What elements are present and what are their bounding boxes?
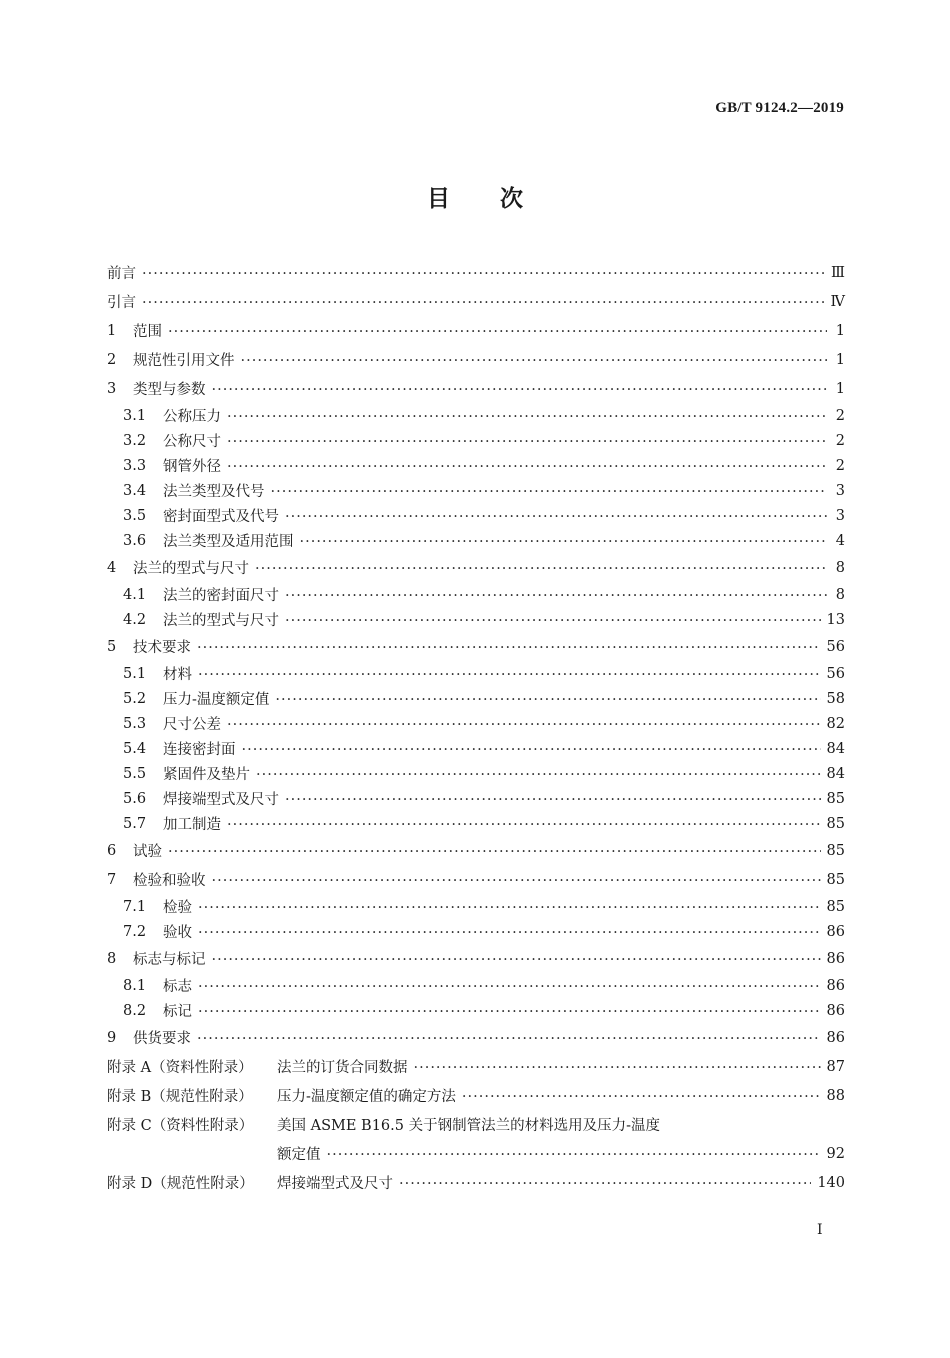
toc-entry-number: 2: [107, 351, 117, 368]
toc-entry[interactable]: [107, 836, 845, 865]
toc-entry-label: 标志与标记: [133, 952, 206, 968]
toc-entry-page: 85: [826, 815, 845, 832]
toc-entry-number: 7: [107, 871, 117, 888]
toc-entry-label: 焊接端型式及尺寸: [163, 792, 279, 808]
appendix-title: 法兰的订货合同数据: [277, 1060, 408, 1076]
toc-entry-page: 2: [835, 457, 845, 474]
table-of-contents: [107, 258, 845, 1197]
page-number: I: [817, 1222, 823, 1238]
toc-entry-label: 法兰的型式与尺寸: [133, 561, 249, 577]
toc-entry-label: 检验和验收: [133, 873, 206, 889]
toc-entry[interactable]: [107, 661, 845, 686]
toc-entry-page: 86: [826, 950, 845, 967]
toc-leader-dots: [142, 266, 825, 281]
toc-leader-dots: [285, 509, 827, 524]
toc-entry-number: 3.3: [123, 457, 147, 474]
toc-entry-page: 86: [826, 1029, 845, 1046]
toc-entry-number: 3.4: [123, 482, 147, 499]
toc-entry-number: 8: [107, 950, 117, 967]
toc-entry-number: 4.1: [123, 586, 147, 603]
toc-entry-number: 5.6: [123, 790, 147, 807]
toc-entry-label: 标记: [163, 1004, 192, 1020]
toc-leader-dots: [227, 409, 827, 424]
toc-entry-label: 前言: [107, 266, 136, 282]
toc-entry-page: Ⅳ: [830, 293, 845, 310]
toc-entry-number: 4: [107, 559, 117, 576]
toc-entry-page: 84: [826, 740, 845, 757]
toc-appendix-entry-continued[interactable]: [107, 1139, 845, 1168]
toc-entry-number: 3.6: [123, 532, 147, 549]
toc-entry-number: 5.7: [123, 815, 147, 832]
toc-entry-label: 类型与参数: [133, 382, 206, 398]
toc-entry-label: 连接密封面: [163, 742, 236, 758]
appendix-label: 附录 C（资料性附录）: [107, 1118, 254, 1134]
toc-entry[interactable]: [107, 919, 845, 944]
toc-leader-dots: [197, 640, 821, 655]
toc-entry-label: 法兰的型式与尺寸: [163, 613, 279, 629]
toc-entry[interactable]: [107, 528, 845, 553]
appendix-title: 压力-温度额定值的确定方法: [277, 1089, 456, 1105]
toc-entry[interactable]: [107, 287, 845, 316]
toc-entry-number: 5.3: [123, 715, 147, 732]
toc-entry[interactable]: [107, 894, 845, 919]
toc-entry-page: 82: [826, 715, 845, 732]
toc-entry-label: 规范性引用文件: [133, 353, 235, 369]
appendix-page: 87: [826, 1058, 845, 1075]
toc-leader-dots: [227, 817, 821, 832]
page-title: [0, 180, 950, 213]
toc-leader-dots: [399, 1176, 811, 1191]
toc-entry-page: 1: [835, 351, 845, 368]
toc-entry[interactable]: [107, 711, 845, 736]
toc-entry[interactable]: [107, 503, 845, 528]
toc-entry-number: 8.2: [123, 1002, 147, 1019]
toc-entry-number: 5.5: [123, 765, 147, 782]
appendix-page: 140: [817, 1174, 845, 1191]
toc-leader-dots: [168, 324, 827, 339]
toc-entry[interactable]: [107, 553, 845, 582]
standard-code: GB/T 9124.2—2019: [715, 100, 844, 116]
toc-entry[interactable]: [107, 374, 845, 403]
toc-leader-dots: [227, 434, 827, 449]
toc-entry-page: 85: [826, 898, 845, 915]
toc-leader-dots: [227, 717, 821, 732]
appendix-page: 92: [826, 1145, 845, 1162]
toc-entry-page: 85: [826, 871, 845, 888]
toc-leader-dots: [212, 952, 821, 967]
toc-entry-label: 钢管外径: [163, 459, 221, 475]
toc-entry[interactable]: [107, 428, 845, 453]
toc-leader-dots: [256, 767, 821, 782]
toc-entry[interactable]: [107, 1023, 845, 1052]
toc-appendix-entry[interactable]: [107, 1081, 845, 1110]
toc-entry-number: 3.5: [123, 507, 147, 524]
toc-entry[interactable]: [107, 786, 845, 811]
toc-entry-number: 9: [107, 1029, 117, 1046]
toc-entry[interactable]: [107, 453, 845, 478]
toc-leader-dots: [142, 295, 825, 310]
toc-entry-label: 压力-温度额定值: [163, 692, 270, 708]
toc-leader-dots: [275, 692, 820, 707]
toc-entry-label: 范围: [133, 324, 162, 340]
toc-leader-dots: [300, 534, 828, 549]
toc-entry[interactable]: [107, 736, 845, 761]
toc-leader-dots: [198, 900, 821, 915]
title-char-2: 次: [500, 185, 523, 212]
toc-entry[interactable]: [107, 865, 845, 894]
toc-entry[interactable]: [107, 973, 845, 998]
toc-leader-dots: [168, 844, 821, 859]
toc-entry-page: Ⅲ: [831, 264, 845, 281]
toc-entry-page: 1: [835, 322, 845, 339]
toc-entry-label: 材料: [163, 667, 192, 683]
toc-entry[interactable]: [107, 761, 845, 786]
toc-entry-number: 8.1: [123, 977, 147, 994]
toc-entry-label: 尺寸公差: [163, 717, 221, 733]
appendix-title: 焊接端型式及尺寸: [277, 1176, 393, 1192]
toc-entry-label: 技术要求: [133, 640, 191, 656]
toc-entry-label: 公称尺寸: [163, 434, 221, 450]
toc-entry-label: 紧固件及垫片: [163, 767, 250, 783]
toc-entry-number: 6: [107, 842, 117, 859]
toc-entry[interactable]: [107, 316, 845, 345]
toc-leader-dots: [198, 1004, 821, 1019]
toc-entry-page: 2: [835, 432, 845, 449]
toc-leader-dots: [414, 1060, 821, 1075]
toc-entry[interactable]: [107, 686, 845, 711]
toc-leader-dots: [462, 1089, 821, 1104]
toc-entry-number: 7.1: [123, 898, 147, 915]
toc-leader-dots: [212, 873, 821, 888]
toc-entry[interactable]: [107, 258, 845, 287]
toc-leader-dots: [198, 667, 821, 682]
appendix-title-continued: 额定值: [277, 1147, 321, 1163]
toc-entry-label: 供货要求: [133, 1031, 191, 1047]
toc-entry[interactable]: [107, 582, 845, 607]
toc-entry-label: 检验: [163, 900, 192, 916]
appendix-label: 附录 B（规范性附录）: [107, 1089, 253, 1105]
toc-entry-number: 7.2: [123, 923, 147, 940]
toc-entry-label: 法兰类型及适用范围: [163, 534, 294, 550]
toc-entry[interactable]: [107, 944, 845, 973]
toc-leader-dots: [242, 742, 821, 757]
toc-appendix-entry[interactable]: [107, 1052, 845, 1081]
toc-appendix-entry[interactable]: [107, 1168, 845, 1197]
toc-entry[interactable]: [107, 607, 845, 632]
toc-leader-dots: [198, 925, 821, 940]
toc-entry-number: 1: [107, 322, 117, 339]
toc-entry-label: 加工制造: [163, 817, 221, 833]
toc-entry-number: 5.4: [123, 740, 147, 757]
toc-entry[interactable]: [107, 998, 845, 1023]
toc-entry-page: 2: [835, 407, 845, 424]
toc-entry-page: 85: [826, 790, 845, 807]
toc-leader-dots: [285, 613, 821, 628]
toc-entry-label: 法兰类型及代号: [163, 484, 265, 500]
toc-appendix-entry[interactable]: [107, 1110, 845, 1139]
toc-leader-dots: [198, 979, 821, 994]
appendix-title: 美国 ASME B16.5 关于钢制管法兰的材料选用及压力-温度: [277, 1118, 661, 1134]
toc-entry-number: 3.1: [123, 407, 147, 424]
appendix-label: 附录 A（资料性附录）: [107, 1060, 253, 1076]
toc-entry[interactable]: [107, 811, 845, 836]
toc-entry-page: 8: [835, 586, 845, 603]
toc-entry-page: 1: [835, 380, 845, 397]
toc-leader-dots: [197, 1031, 821, 1046]
toc-entry-number: 5: [107, 638, 117, 655]
toc-leader-dots: [227, 459, 827, 474]
toc-leader-dots: [285, 588, 827, 603]
toc-leader-dots: [212, 382, 828, 397]
toc-entry-number: 4.2: [123, 611, 147, 628]
toc-entry-number: 3.2: [123, 432, 147, 449]
toc-entry-label: 标志: [163, 979, 192, 995]
toc-entry-page: 86: [826, 923, 845, 940]
toc-entry-page: 56: [826, 638, 845, 655]
toc-entry[interactable]: [107, 345, 845, 374]
toc-entry-number: 5.2: [123, 690, 147, 707]
toc-entry[interactable]: [107, 632, 845, 661]
toc-entry-page: 4: [835, 532, 845, 549]
toc-entry[interactable]: [107, 478, 845, 503]
toc-entry-page: 86: [826, 1002, 845, 1019]
toc-entry-page: 3: [835, 507, 845, 524]
toc-entry-label: 公称压力: [163, 409, 221, 425]
appendix-page: 88: [826, 1087, 845, 1104]
toc-entry-page: 13: [826, 611, 845, 628]
toc-entry-label: 引言: [107, 295, 136, 311]
toc-leader-dots: [255, 561, 827, 576]
toc-entry-page: 85: [826, 842, 845, 859]
toc-leader-dots: [327, 1147, 821, 1162]
appendix-label: 附录 D（规范性附录）: [107, 1176, 254, 1192]
toc-entry-page: 8: [835, 559, 845, 576]
toc-entry-page: 58: [826, 690, 845, 707]
toc-entry[interactable]: [107, 403, 845, 428]
toc-entry-number: 5.1: [123, 665, 147, 682]
toc-entry-label: 验收: [163, 925, 192, 941]
toc-entry-label: 法兰的密封面尺寸: [163, 588, 279, 604]
title-char-1: 目: [427, 185, 450, 212]
toc-entry-page: 3: [835, 482, 845, 499]
toc-leader-dots: [241, 353, 828, 368]
toc-entry-page: 84: [826, 765, 845, 782]
toc-leader-dots: [271, 484, 828, 499]
toc-leader-dots: [285, 792, 821, 807]
toc-entry-page: 56: [826, 665, 845, 682]
toc-entry-page: 86: [826, 977, 845, 994]
toc-entry-number: 3: [107, 380, 117, 397]
toc-entry-label: 试验: [133, 844, 162, 860]
toc-entry-label: 密封面型式及代号: [163, 509, 279, 525]
